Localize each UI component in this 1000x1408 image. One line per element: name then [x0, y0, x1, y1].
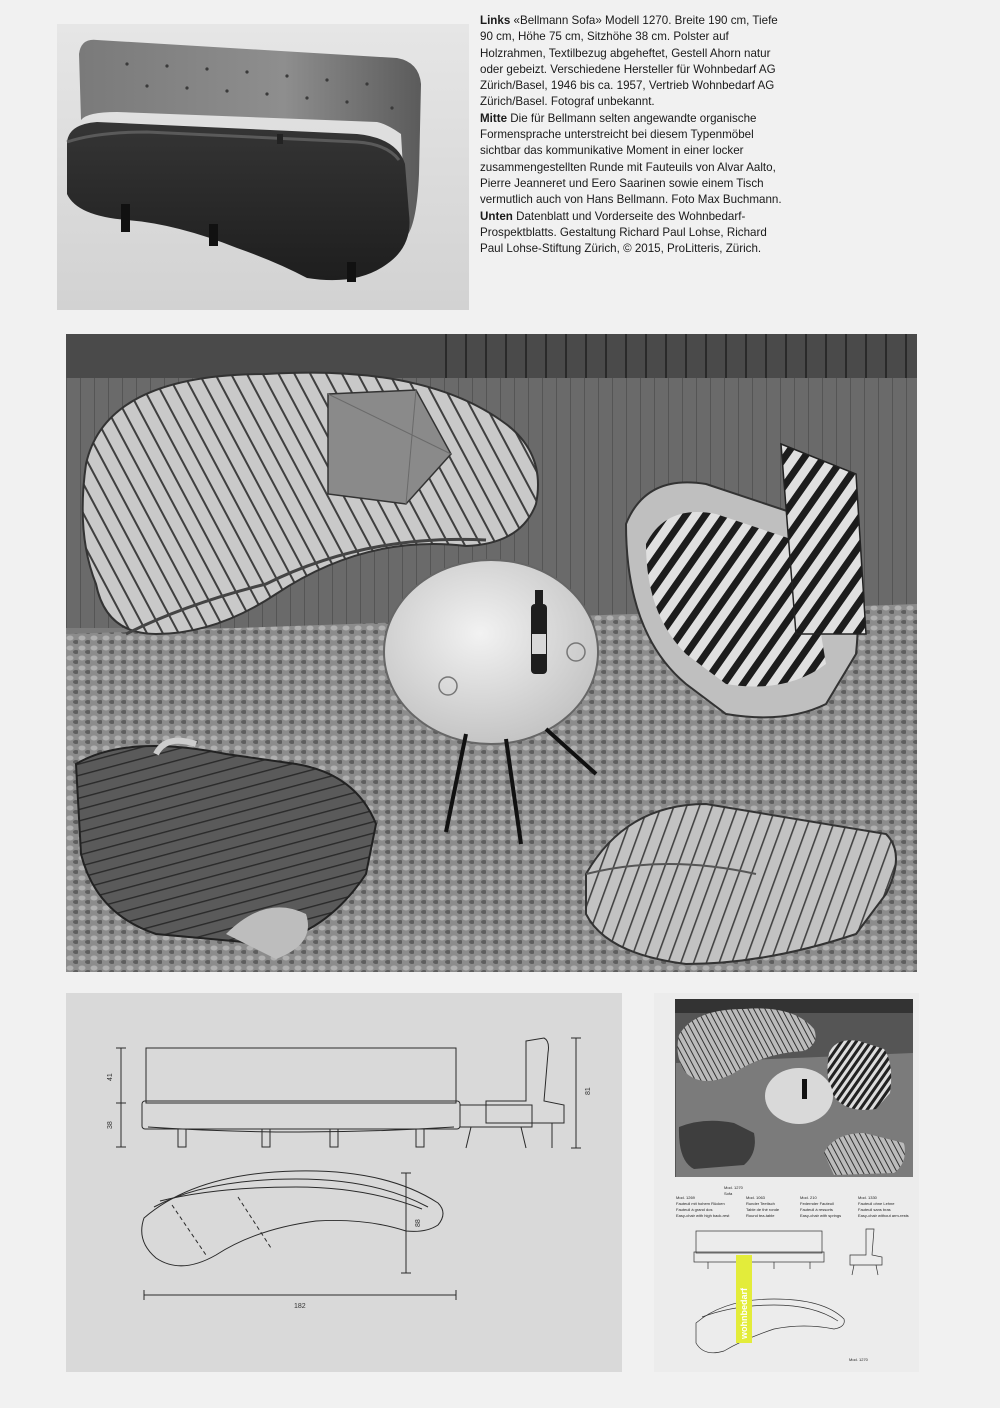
caption-links-text: «Bellmann Sofa» Modell 1270. Breite 190 cm, Tiefe 90 cm, Höhe 75 cm, Sitzhöhe 38 cm. Polster auf Holzrahmen, Textilbezug abgeheftet, Gestell Ahorn natur oder gebeizt. Verschiedene Hersteller für Wohnbedarf AG Zürich/Basel, 1946 bis ca. 1957, Vertrieb Wohnbedarf AG Zürich/Basel. Fotograf unbekannt. — [480, 14, 778, 109]
lounge-photo — [66, 334, 917, 972]
brochure-col5-1: Fauteuil ohne Lehne — [858, 1201, 895, 1206]
brochure-col3-2: Table de thé ronde — [746, 1207, 780, 1212]
brochure-col1-1: Fauteuil mit hohem Rücken — [676, 1201, 725, 1206]
brochure-col3-0: Mod. 1063 — [746, 1195, 765, 1200]
brochure-col2-1: Sofa — [724, 1191, 733, 1196]
brochure-thumbnail — [654, 993, 919, 1372]
caption-unten — [480, 209, 790, 258]
brochure-col5-0: Mod. 1330 — [858, 1195, 877, 1200]
dim-38: 38 — [107, 1121, 114, 1129]
brochure-footer: Mod. 1270 — [849, 1357, 868, 1362]
dim-182: 182 — [294, 1303, 306, 1310]
caption-mitte-label: Mitte — [480, 111, 508, 125]
caption-links — [480, 13, 790, 111]
brochure-col3-1: Runder Teetisch — [746, 1201, 775, 1206]
brochure-col2-0: Mod. 1270 — [724, 1185, 743, 1190]
technical-drawing — [66, 993, 622, 1372]
brochure-col3-3: Round tea-table — [746, 1213, 775, 1218]
caption-block — [480, 13, 790, 257]
brochure-col1-3: Easy-chair with high back-rest — [676, 1213, 730, 1218]
brochure-col1-2: Fauteuil à grand dos — [676, 1207, 713, 1212]
brochure-col5-2: Fauteuil sans bras — [858, 1207, 891, 1212]
sofa-photo — [57, 24, 469, 310]
caption-mitte — [480, 111, 790, 209]
brochure-col5-3: Easy-chair without arm-rests — [858, 1213, 909, 1218]
dim-81: 81 — [585, 1087, 592, 1095]
brochure-col4-0: Mod. 210 — [800, 1195, 817, 1200]
caption-unten-label: Unten — [480, 209, 513, 223]
dim-41: 41 — [107, 1073, 114, 1081]
brochure-col1-0: Mod. 1269 — [676, 1195, 695, 1200]
brochure-col4-2: Fauteuil à ressorts — [800, 1207, 833, 1212]
caption-links-label: Links — [480, 14, 511, 27]
brochure-col4-3: Easy-chair with springs — [800, 1213, 842, 1218]
brochure-vertical-label: wohnbedarf — [739, 1288, 749, 1339]
caption-unten-text: Datenblatt und Vorderseite des Wohnbedarf-Prospektblatts. Gestaltung Richard Paul Lohse, Richard Paul Lohse-Stiftung Zürich, © 2015, ProLitteris, Zürich. — [480, 209, 767, 256]
dim-88: 88 — [415, 1219, 422, 1227]
caption-mitte-text: Die für Bellmann selten angewandte organische Formensprache unterstreicht bei diesem Typenmöbel sichtbar das kommunikative Moment in einer locker zusammengestellten Runde mit Fauteuils von Alvar Aalto, Pierre Jeanneret und Eero Saarinen sowie einem Tisch vermutlich auch von Hans Bellmann. Foto Max Buchmann. — [480, 111, 782, 207]
brochure-col4-1: Federnder Fauteuil — [800, 1201, 834, 1206]
